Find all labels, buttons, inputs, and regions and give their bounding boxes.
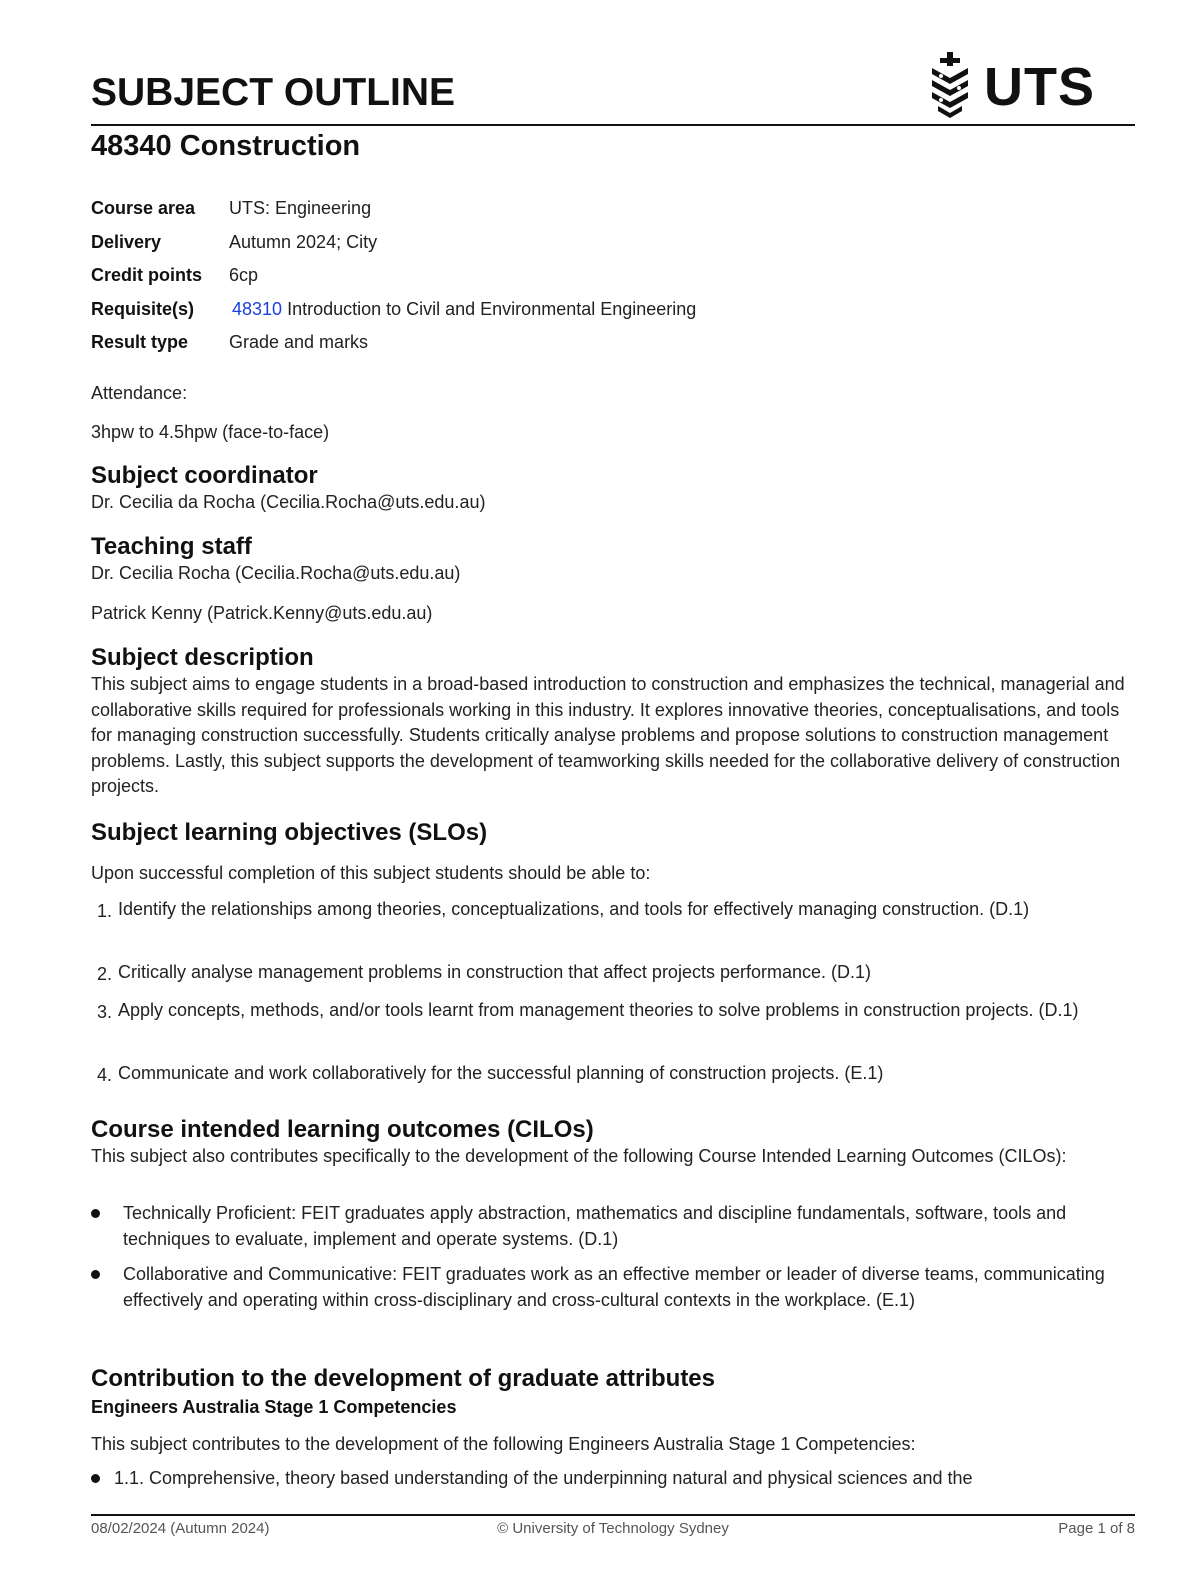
description-section xyxy=(91,643,1135,800)
list-text: Technically Proficient: FEIT graduates apply abstraction, mathematics and discipline fundamentals, software, tools and techniques to evaluate, implement and operate systems. (D.1) xyxy=(123,1203,1067,1249)
list-text: Collaborative and Communicative: FEIT graduates work as an effective member or leader of diverse teams, communicating effectively and operating within cross-disciplinary and cross-cultural contexts in the workplace. (E.1) xyxy=(123,1264,1105,1310)
description-heading: Subject description xyxy=(91,644,314,671)
requisite-link[interactable]: 48310 xyxy=(232,298,283,319)
slos-section xyxy=(91,818,1135,887)
detail-label: Result type xyxy=(91,332,189,353)
attendance-value: 3hpw to 4.5hpw (face-to-face) xyxy=(91,421,330,442)
footer-divider xyxy=(91,1514,1135,1516)
bullet-icon xyxy=(91,1270,100,1279)
detail-value: Introduction to Civil and Environmental Engineering xyxy=(287,298,697,319)
footer-copyright: © University of Technology Sydney xyxy=(497,1520,729,1537)
document-title: SUBJECT OUTLINE xyxy=(91,71,456,114)
bullet-icon xyxy=(91,1474,100,1483)
detail-value: UTS: Engineering xyxy=(229,198,372,219)
uts-logo xyxy=(928,52,1095,122)
slos-heading: Subject learning objectives (SLOs) xyxy=(91,819,488,846)
list-text: Communicate and work collaboratively for the successful planning of construction projects. (E.1) xyxy=(118,1063,884,1083)
description-text: This subject aims to engage students in a broad-based introduction to construction and emphasizes the technical, managerial and collaborative skills required for professionals working in this industry. It explores innovative theories, conceptualisations, and tools for managing construction successfully. Students critically analyse problems and propose solutions to construction management problems. Lastly, this subject supports the development of teamworking skills needed for the collaborative delivery of construction projects. xyxy=(91,674,1125,796)
staff-section xyxy=(91,532,1135,626)
list-item xyxy=(91,960,1135,986)
logo-text: UTS xyxy=(984,57,1095,117)
cilos-heading: Course intended learning outcomes (CILOs) xyxy=(91,1116,594,1143)
cilos-intro: This subject also contributes specifically to the development of the following Course Intended Learning Outcomes (CILOs): xyxy=(91,1146,1067,1166)
detail-result-type xyxy=(91,326,696,360)
list-number: 3. xyxy=(97,1002,113,1022)
detail-label: Course area xyxy=(91,198,196,219)
slos-intro: Upon successful completion of this subject students should be able to: xyxy=(91,863,651,883)
document-header xyxy=(91,57,1135,128)
coordinator-name: Dr. Cecilia da Rocha (Cecilia.Rocha@uts.edu.au) xyxy=(91,492,486,512)
list-number: 4. xyxy=(97,1065,113,1085)
list-item xyxy=(91,998,1135,1050)
staff-member: Dr. Cecilia Rocha (Cecilia.Rocha@uts.edu.au) xyxy=(91,563,461,583)
list-item xyxy=(91,1262,1135,1340)
coordinator-section xyxy=(91,461,1135,516)
list-text: Critically analyse management problems in construction that affect projects performance. (D.1) xyxy=(118,962,872,982)
uts-crest-icon xyxy=(928,52,972,122)
graduate-intro: This subject contributes to the development of the following Engineers Australia Stage 1 Competencies: xyxy=(91,1434,916,1454)
page-number: Page 1 of 8 xyxy=(1058,1520,1135,1537)
detail-value: 6cp xyxy=(229,265,259,286)
header-divider xyxy=(91,124,1135,126)
list-number: 2. xyxy=(97,964,113,984)
detail-requisites xyxy=(91,293,696,327)
detail-value: Grade and marks xyxy=(229,332,369,353)
list-number: 1. xyxy=(97,901,113,921)
detail-value: Autumn 2024; City xyxy=(229,231,378,252)
detail-label: Credit points xyxy=(91,265,202,286)
subject-details xyxy=(91,192,696,360)
detail-label: Requisite(s) xyxy=(91,298,195,319)
detail-credit-points xyxy=(91,259,696,293)
list-item xyxy=(91,1061,1135,1087)
list-item xyxy=(91,897,1135,949)
list-item xyxy=(91,1201,1135,1253)
graduate-subheading: Engineers Australia Stage 1 Competencies xyxy=(91,1397,457,1417)
bullet-icon xyxy=(91,1209,100,1218)
attendance-section xyxy=(91,381,1135,445)
page-footer xyxy=(91,1520,1135,1540)
page xyxy=(91,0,1135,1590)
list-text: Apply concepts, methods, and/or tools learnt from management theories to solve problems in construction projects. (D.1) xyxy=(118,1000,1079,1020)
cilos-section xyxy=(91,1115,1135,1170)
detail-label: Delivery xyxy=(91,231,162,252)
list-text: Identify the relationships among theories, conceptualizations, and tools for effectively managing construction. (D.1) xyxy=(118,899,1030,919)
footer-date: 08/02/2024 (Autumn 2024) xyxy=(91,1520,270,1537)
subject-title: 48340 Construction xyxy=(91,130,361,162)
graduate-section xyxy=(91,1364,1135,1458)
graduate-heading: Contribution to the development of graduate attributes xyxy=(91,1365,715,1392)
list-item xyxy=(91,1466,1135,1492)
list-text: 1.1. Comprehensive, theory based understanding of the underpinning natural and physical sciences and the xyxy=(114,1468,973,1488)
staff-member: Patrick Kenny (Patrick.Kenny@uts.edu.au) xyxy=(91,602,433,623)
staff-heading: Teaching staff xyxy=(91,533,252,560)
attendance-label: Attendance: xyxy=(91,383,188,403)
detail-course-area xyxy=(91,192,696,226)
coordinator-heading: Subject coordinator xyxy=(91,462,318,489)
detail-delivery xyxy=(91,226,696,260)
